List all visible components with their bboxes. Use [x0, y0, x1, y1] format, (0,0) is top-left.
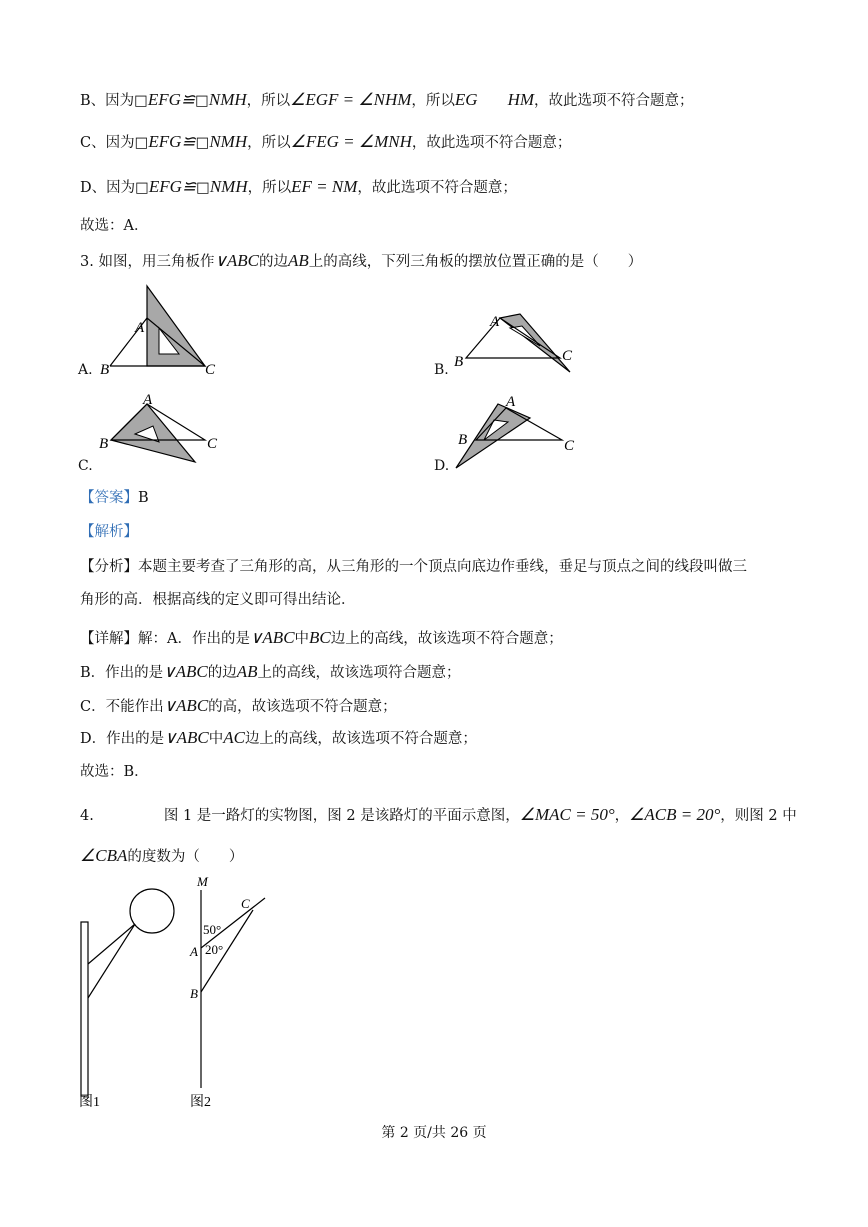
- svg-text:C: C: [207, 436, 218, 452]
- figure-2-caption: 图2: [190, 1095, 211, 1110]
- fenxi-line-1: 【分析】本题主要考查了三角形的高，从三角形的一个顶点向底边作垂线，垂足与顶点之间的线段叫做三: [80, 559, 747, 575]
- label-b: B: [100, 362, 110, 378]
- solution-line-c: C、因为□EFG≌□NMH，所以∠FEG = ∠MNH，故此选项不符合题意；: [80, 132, 572, 151]
- lamp-globe: [130, 889, 174, 933]
- option-b-label: B.: [434, 362, 449, 378]
- label-c: C: [205, 362, 216, 378]
- svg-text:B: B: [458, 432, 468, 448]
- label-a: A: [135, 320, 145, 336]
- figure-2-schematic: [185, 870, 285, 1110]
- svg-text:B: B: [454, 354, 464, 370]
- question-4-stem-2: ∠CBA的度数为（ ）: [80, 846, 244, 865]
- solution-line-d: D、因为□EFG≌□NMH，所以EF = NM，故此选项不符合题意；: [80, 177, 517, 196]
- label-m: M: [197, 874, 208, 889]
- lamp-arm-lower: [88, 924, 135, 998]
- answer-line: 【答案】B: [80, 490, 149, 506]
- detail-line-d: D．作出的是∨ABC中AC边上的高线，故该选项不符合题意；: [80, 728, 477, 747]
- option-b-figure: [450, 308, 590, 378]
- analysis-tag: 【解析】: [80, 524, 138, 540]
- fenxi-line-2: 角形的高．根据高线的定义即可得出结论．: [80, 592, 356, 608]
- page-footer: 第 2 页/共 26 页: [381, 1125, 487, 1141]
- label-c: C: [241, 896, 250, 911]
- angle-50-label: 50°: [203, 922, 222, 937]
- option-a-figure: [95, 282, 235, 382]
- option-d-figure: [450, 390, 590, 470]
- svg-text:B: B: [99, 436, 109, 452]
- question-4-stem-1: 4. 图 1 是一路灯的实物图，图 2 是该路灯的平面示意图，∠MAC = 50°，∠ACB = 20°，则图 2 中: [80, 805, 797, 824]
- svg-text:A: A: [490, 314, 500, 330]
- question-3-stem: 3. 如图，用三角板作∨ABC的边AB上的高线，下列三角板的摆放位置正确的是（ ）: [80, 251, 643, 270]
- detail-line-c: C．不能作出∨ABC的高，故该选项不符合题意；: [80, 696, 397, 715]
- lamp-pole: [81, 922, 88, 1096]
- figure-1-caption: 图1: [79, 1095, 100, 1110]
- angle-20-label: 20°: [205, 942, 224, 957]
- option-c-label: C.: [78, 458, 93, 474]
- svg-text:A: A: [143, 392, 153, 408]
- svg-text:A: A: [506, 394, 516, 410]
- svg-text:C: C: [562, 348, 573, 364]
- option-c-figure: [95, 390, 235, 470]
- option-a-label: A.: [78, 362, 93, 378]
- solution-line-b: B、因为□EFG≌□NMH，所以∠EGF = ∠NHM，所以EG HM，故此选项不符合题意；: [80, 90, 694, 109]
- detail-choice: 故选：B．: [80, 764, 149, 780]
- lamp-arm-upper: [88, 924, 135, 964]
- detail-line-b: B．作出的是∨ABC的边AB上的高线，故该选项符合题意；: [80, 662, 461, 681]
- detail-line-a: 【详解】解：A．作出的是∨ABC中BC边上的高线，故该选项不符合题意；: [80, 628, 563, 647]
- solution-choice: 故选：A．: [80, 218, 149, 234]
- label-b: B: [190, 986, 198, 1001]
- label-a: A: [190, 944, 198, 959]
- figure-1-streetlamp: [75, 880, 185, 1110]
- option-d-label: D.: [434, 458, 450, 474]
- svg-text:C: C: [564, 438, 575, 454]
